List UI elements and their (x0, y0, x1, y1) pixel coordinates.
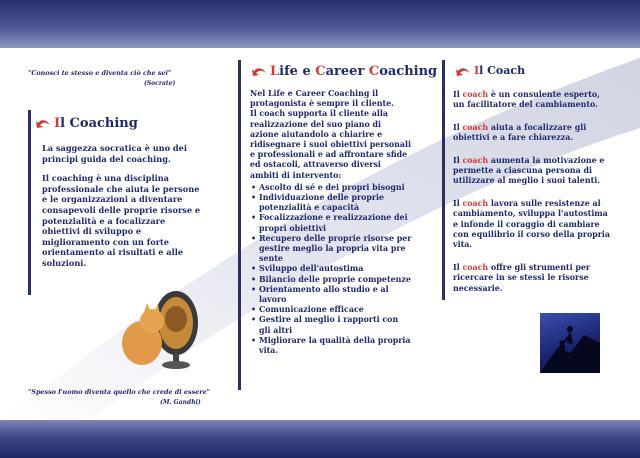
left-body (42, 143, 204, 275)
list-item: • Comunicazione efficace (259, 305, 412, 315)
para-text: offre gli strumenti per ricercare in se stessi le risorse necessarie. (453, 262, 591, 293)
title-initial: I (54, 116, 61, 131)
climbers-image (540, 313, 600, 373)
middle-body (250, 89, 412, 356)
arrow-icon (252, 66, 268, 78)
middle-para-1: Nel Life e Career Coaching il protagonista è sempre il cliente. (250, 89, 394, 109)
middle-para-2: Il coach supporta il cliente alla realizzazione del suo piano di azione aiutandolo a chiarire e ridisegnare i suoi obiettivi personali e professionali e ad affrontare sfide ed ostacoli, attraverso diversi ambiti di intervento: (250, 109, 412, 180)
coach-para-3 (453, 156, 613, 187)
right-body (453, 90, 613, 300)
list-item: • Orientamento allo studio e al lavoro (259, 285, 412, 305)
socrates-quote: "Conosci te stesso e diventa ciò che sei" (28, 69, 172, 77)
bottom-band (0, 420, 640, 458)
gandhi-attribution: (M. Gandhi) (160, 399, 201, 406)
para-text: aumenta la motivazione e permette a ciascuna persona di utilizzare al meglio i suoi talenti. (453, 155, 605, 186)
arrow-icon (456, 66, 472, 78)
left-column-bar (28, 110, 31, 295)
left-para-2: Il coaching è una disciplina professionale che aiuta le persone e le organizzazioni a diventare consapevoli delle proprie risorse e potenzialità e a focalizzare obiettivi di sviluppo e miglioramento con un forte orientamento ai risultati e alle soluzioni. (42, 173, 201, 268)
list-item: • Sviluppo dell'autostima (259, 264, 412, 274)
coach-word: coach (462, 262, 489, 272)
coach-para-5 (453, 263, 613, 294)
title-rest: l Coach (479, 64, 526, 77)
para-text: lavora sulle resistenze al cambiamento, sviluppa l'autostima e infonde il coraggio di cambiare con equilibrio il corso della propria vita. (453, 198, 611, 250)
para-prefix: Il (453, 90, 463, 99)
intervention-list (250, 183, 412, 356)
coach-word: coach (462, 122, 489, 132)
list-item: • Bilancio delle proprie competenze (259, 275, 412, 285)
title-rest: l Coaching (60, 116, 138, 131)
para-prefix: Il (453, 155, 463, 165)
title-part: ife e (279, 64, 316, 79)
top-band (0, 0, 640, 48)
title-initial: C (315, 64, 326, 79)
socrates-attribution: (Socrate) (144, 80, 176, 87)
cat-lion-mirror-image (118, 285, 208, 370)
title-initial: I (474, 64, 480, 77)
life-career-coaching-title (270, 64, 437, 79)
para-prefix: Il (453, 122, 463, 132)
title-initial: L (270, 64, 280, 79)
coach-para-1 (453, 90, 613, 111)
title-part: oaching (379, 64, 438, 79)
list-item: • Ascolto di sé e dei propri bisogni (259, 183, 412, 193)
para-text: è un consulente esperto, un facilitatore del cambiamento. (453, 90, 600, 110)
list-item: • Recupero delle proprie risorse per gestire meglio la propria vita pre sente (259, 234, 412, 265)
coach-para-4 (453, 199, 613, 251)
middle-column-bar (238, 60, 241, 390)
gandhi-quote: "Spesso l'uomo diventa quello che crede di essere" (28, 388, 210, 396)
climbers-silhouette (540, 313, 600, 373)
coach-para-2 (453, 123, 613, 144)
para-prefix: Il (453, 262, 463, 272)
para-text: aiuta a focalizzare gli obiettivi e a fare chiarezza. (453, 122, 587, 143)
left-para-1: La saggezza socratica è uno dei principi guida del coaching. (42, 143, 187, 164)
arrow-icon (36, 118, 52, 130)
right-column-bar (442, 60, 445, 300)
list-item: • Gestire al meglio i rapporti con gli altri (259, 315, 412, 335)
list-item: • Migliorare la qualità della propria vita. (259, 336, 412, 356)
para-prefix: Il (453, 198, 463, 208)
coach-word: coach (462, 198, 489, 208)
coach-word: coach (462, 155, 489, 165)
list-item: • Individuazione delle proprie potenzialità e capacità (259, 193, 412, 213)
title-part: areer (325, 64, 369, 79)
il-coaching-title (54, 116, 138, 131)
coach-word: coach (462, 90, 489, 99)
title-initial: C (368, 64, 380, 79)
il-coach-title (474, 64, 525, 77)
list-item: • Focalizzazione e realizzazione dei propri obiettivi (259, 213, 412, 233)
